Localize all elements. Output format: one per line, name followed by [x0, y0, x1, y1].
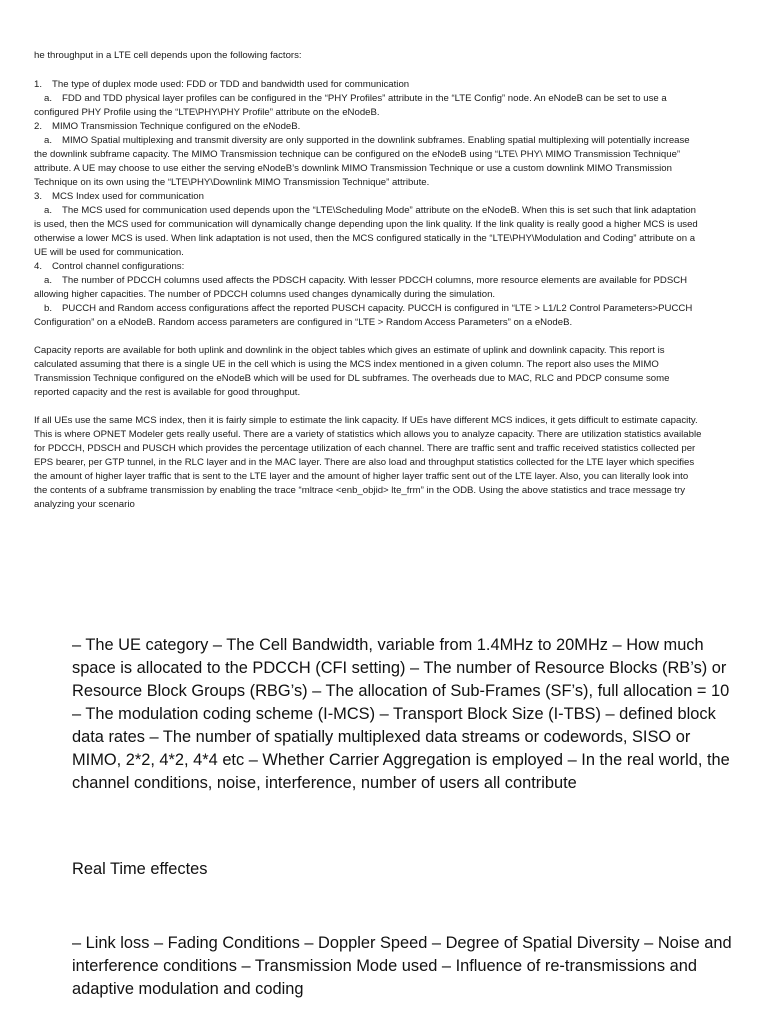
factor-subitem: a. MIMO Spatial multiplexing and transmit diversity are only supported in the downlink subframes. Enabling spatial multiplexing will potentially increase the downlink subframe capacity. The MIMO Transmission technique can be configured on the eNodeB using “LTE\ PHY\ MIMO Transmission Technique” attribute. A UE may choose to use either the serving eNodeB’s downlink MIMO Transmission Technique or use a custom downlink MIMO Transmission Technique on its own using the “LTE\PHY\Downlink MIMO Transmission Technique” attribute.: [34, 135, 690, 188]
factor-list: [34, 78, 702, 512]
intro-line: he throughput in a LTE cell depends upon the following factors:: [34, 50, 302, 61]
factor-title: MIMO Transmission Technique configured on the eNodeB.: [52, 121, 301, 132]
factor-item: 4. Control channel configurations:: [34, 261, 185, 272]
factor-item: 3. MCS Index used for communication: [34, 191, 204, 202]
factor-subitem-text: MIMO Spatial multiplexing and transmit diversity are only supported in the downlink subframes. Enabling spatial multiplexing will potentially increase the downlink subframe capacity. The MIMO Transmission technique can be configured on the eNodeB using “LTE\ PHY\ MIMO Transmission Technique” attribute. A UE may choose to use either the serving eNodeB’s downlink MIMO Transmission Technique or use a custom downlink MIMO Transmission Technique on its own using the “LTE\PHY\Downlink MIMO Transmission Technique” attribute.: [34, 135, 690, 188]
factor-title: MCS Index used for communication: [52, 191, 204, 202]
factor-item: 1. The type of duplex mode used: FDD or TDD and bandwidth used for communication: [34, 79, 410, 90]
big-factors-paragraph: – The UE category – The Cell Bandwidth, variable from 1.4MHz to 20MHz – How much space is allocated to the PDCCH (CFI setting) – The number of Resource Blocks (RB’s) or Resource Block Groups (RBG’s) – The allocation of Sub-Frames (SF’s), full allocation = 10 – The modulation coding scheme (I-MCS) – Transport Block Size (I-TBS) – defined block data rates – The number of spatially multiplexed data streams or codewords, SISO or MIMO, 2*2, 4*2, 4*4 etc – Whether Carrier Aggregation is employed – In the real world, the channel conditions, noise, interference, number of users all contribute: [72, 636, 730, 792]
factor-subitem-text: The MCS used for communication used depends upon the “LTE\Scheduling Mode” attribute on the eNodeB. When this is set such that link adaptation is used, then the MCS used for communication will dynamically change depending upon the link quality. If the link quality is really good a higher MCS is used otherwise a lower MCS is used. When link adaptation is not used, then the MCS configured statically in the “LTE\PHY\Modulation and Coding” attribute on a UE will be used for communication.: [34, 205, 698, 258]
factor-subitem: a. FDD and TDD physical layer profiles can be configured in the “PHY Profiles” attribute in the “LTE Config” node. An eNodeB can be set to use a configured PHY Profile using the “LTE\PHY\PHY Profile” attribute on the eNodeB.: [34, 93, 667, 118]
factor-subitem: a. The MCS used for communication used depends upon the “LTE\Scheduling Mode” attribute on the eNodeB. When this is set such that link adaptation is used, then the MCS used for communication will dynamically change depending upon the link quality. If the link quality is really good a higher MCS is used otherwise a lower MCS is used. When link adaptation is not used, then the MCS configured statically in the “LTE\PHY\Modulation and Coding” attribute on a UE will be used for communication.: [34, 205, 698, 258]
factor-item: 2. MIMO Transmission Technique configured on the eNodeB.: [34, 121, 301, 132]
factor-title: Control channel configurations:: [52, 261, 185, 272]
factor-subitem-text: The number of PDCCH columns used affects the PDSCH capacity. With lesser PDCCH columns, more resource elements are available for PDSCH allowing higher capacities. The number of PDCCH columns used changes dynamically during the simulation.: [34, 275, 688, 300]
factor-subitem-text: PUCCH and Random access configurations affect the reported PUSCH capacity. PUCCH is configured in “LTE > L1/L2 Control Parameters>PUCCH Configuration” on a eNodeB. Random access parameters are configured in “LTE > Random Access Parameters” on a eNodeB.: [34, 303, 693, 328]
capacity-paragraph: Capacity reports are available for both uplink and downlink in the object tables which gives an estimate of uplink and downlink capacity. This report is calculated assuming that there is a single UE in the cell which is using the MCS index mentioned in a given column. The report also uses the MIMO Transmission Technique configured on the eNodeB which will be used for DL subframes. The overheads due to MAC, RLC and PDCP consume some reported capacity and the rest is available for good throughput.: [34, 345, 670, 398]
factor-title: The type of duplex mode used: FDD or TDD and bandwidth used for communication: [52, 79, 410, 90]
factor-subitem-text: FDD and TDD physical layer profiles can be configured in the “PHY Profiles” attribute in the “LTE Config” node. An eNodeB can be set to use a configured PHY Profile using the “LTE\PHY\PHY Profile” attribute on the eNodeB.: [34, 93, 667, 118]
realtime-heading: Real Time effectes: [72, 860, 208, 878]
factor-subitem: b. PUCCH and Random access configurations affect the reported PUSCH capacity. PUCCH is configured in “LTE > L1/L2 Control Parameters>PUCCH Configuration” on a eNodeB. Random access parameters are configured in “LTE > Random Access Parameters” on a eNodeB.: [34, 303, 693, 328]
factor-subitem: a. The number of PDCCH columns used affects the PDSCH capacity. With lesser PDCCH columns, more resource elements are available for PDSCH allowing higher capacities. The number of PDCCH columns used changes dynamically during the simulation.: [34, 275, 688, 300]
realtime-paragraph: – Link loss – Fading Conditions – Doppler Speed – Degree of Spatial Diversity – Noise and interference conditions – Transmission Mode used – Influence of re-transmissions and adaptive modulation and coding: [72, 934, 732, 998]
opnet-paragraph: If all UEs use the same MCS index, then it is fairly simple to estimate the link capacity. If UEs have different MCS indices, it gets difficult to estimate capacity. This is where OPNET Modeler gets really useful. There are a variety of statistics which allows you to analyze capacity. There are utilization statistics available for PDCCH, PDSCH and PUSCH which provides the percentage utilization of each channel. There are traffic sent and traffic received statistics collected per EPS bearer, per GTP tunnel, in the RLC layer and in the MAC layer. There are also load and throughput statistics collected for the LTE layer which specifies the amount of higher layer traffic that is sent to the LTE layer and the amount of higher layer traffic sent out of the LTE layer. Also, you can literally look into the contents of a subframe transmission by enabling the trace “mltrace <enb_objid> lte_frm” in the ODB. Using the above statistics and trace message try analyzing your scenario: [34, 415, 702, 510]
